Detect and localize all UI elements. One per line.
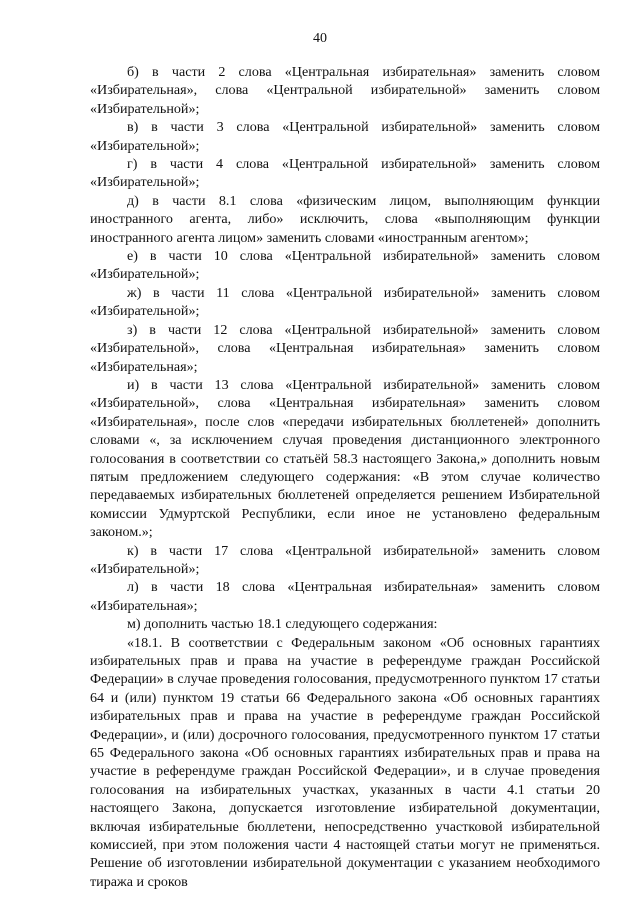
document-body xyxy=(90,63,600,891)
paragraph-b: б) в части 2 слова «Центральная избирательная» заменить словом «Избирательная», слова «Центральной избирательной» заменить словом «Избирательной»; xyxy=(90,64,600,117)
paragraph-zh: ж) в части 11 слова «Центральной избирательной» заменить словом «Избирательной»; xyxy=(90,284,600,320)
paragraph-e: е) в части 10 слова «Центральной избирательной» заменить словом «Избирательной»; xyxy=(90,248,600,283)
paragraph-z: з) в части 12 слова «Центральной избирательной» заменить словом «Избирательной», слова «Центральная избирательная» заменить словом «Избирательная»; xyxy=(90,321,600,375)
paragraph-l: л) в части 18 слова «Центральная избирательная» заменить словом «Избирательная»; xyxy=(90,579,600,614)
page-number: 40 xyxy=(313,31,327,46)
paragraph-k: к) в части 17 слова «Центральной избирательной» заменить словом «Избирательной»; xyxy=(90,542,600,577)
paragraph-part-18-1: «18.1. В соответствии с Федеральным законом «Об основных гарантиях избирательных прав и права на участие в референдуме граждан Российской Федерации» в случае проведения голосования, предусмотренного пунктом 17 статьи 64 и (или) пунктом 19 статьи 66 Федерального закона «Об основных гарантиях избирательных прав и права на участие в референдуме граждан Российской Федерации», и (или) досрочного голосования, предусмотренного пунктом 17 статьи 65 Федерального закона «Об основных гарантиях избирательных прав и права на участие в референдуме граждан Российской Федерации», и в случае проведения голосования на избирательных участках, указанных в части 4.1 статьи 20 настоящего Закона, допускается изготовление избирательной документации, включая избирательные бюллетени, непосредственно участковой избирательной комиссией, при этом положения части 4 настоящей статьи могут не применяться. Решение об изготовлении избирательной документации с указанием необходимого тиража и сроков xyxy=(90,634,600,890)
paragraph-m: м) дополнить частью 18.1 следующего содержания: xyxy=(127,616,438,633)
paragraph-d: д) в части 8.1 слова «физическим лицом, выполняющим функции иностранного агента, либо» исключить, слова «выполняющим функции иностранного агента лицом» заменить словами «иностранным агентом»; xyxy=(90,192,600,246)
paragraph-i: и) в части 13 слова «Центральной избирательной» заменить словом «Избирательной», слова «Центральная избирательная» заменить словом «Избирательная», после слов «передачи избирательных бюллетеней» дополнить словами «, за исключением случая проведения дистанционного электронного голосования в соответствии со статьёй 58.3 настоящего Закона,» дополнить новым пятым предложением следующего содержания: «В этом случае количество передаваемых избирательных бюллетеней определяется решением Избирательной комиссии Удмуртской Республики, если иное не установлено федеральным законом.»; xyxy=(90,376,600,541)
paragraph-v: в) в части 3 слова «Центральной избирательной» заменить словом «Избирательной»; xyxy=(90,119,600,154)
paragraph-g: г) в части 4 слова «Центральной избирательной» заменить словом «Избирательной»; xyxy=(90,156,600,191)
